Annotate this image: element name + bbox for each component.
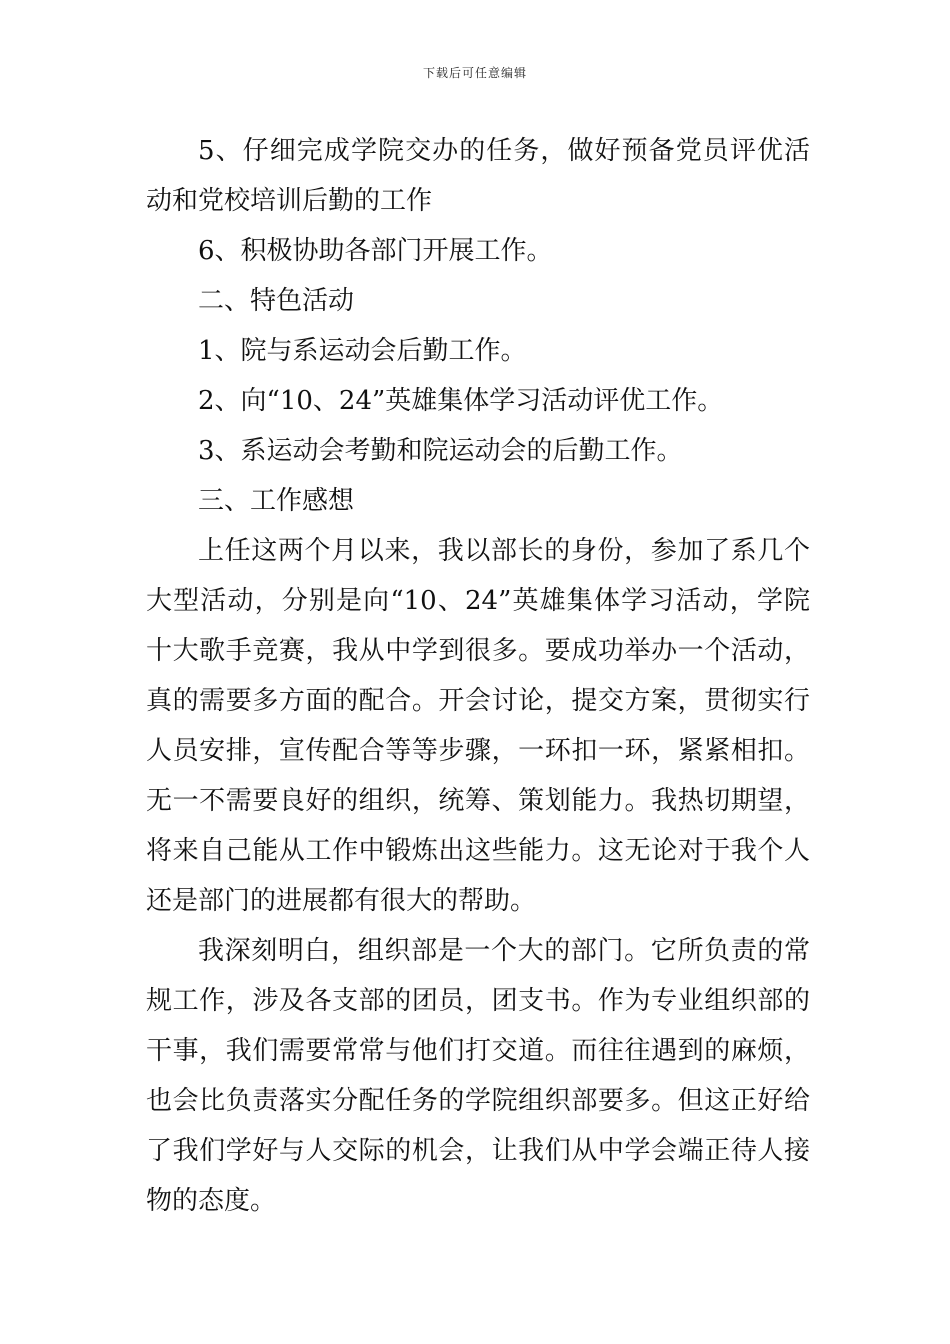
paragraph-activity-2: 2、向“10、24”英雄集体学习活动评优工作。 bbox=[198, 386, 724, 416]
section-heading-reflections: 三、工作感想 bbox=[198, 486, 355, 516]
section-heading-special-activities: 二、特色活动 bbox=[198, 286, 355, 316]
paragraph-reflection-1: 上任这两个月以来，我以部长的身份，参加了系几个大型活动，分别是向“10、24”英雄集体学习活动，学院十大歌手竞赛，我从中学到很多。要成功举办一个活动，真的需要多方面的配合。开会讨论，提交方案，贯彻实行人员安排，宣传配合等等步骤，一环扣一环，紧紧相扣。无一不需要良好的组织，统筹、策划能力。我热切期望，将来自己能从工作中锻炼出这些能力。这无论对于我个人还是部门的进展都有很大的帮助。 bbox=[146, 536, 810, 916]
document-body bbox=[146, 126, 810, 1226]
paragraph-item-5: 5、仔细完成学院交办的任务，做好预备党员评优活动和党校培训后勤的工作 bbox=[146, 136, 810, 216]
paragraph-item-6: 6、积极协助各部门开展工作。 bbox=[198, 236, 553, 266]
page-header-note: 下载后可任意编辑 bbox=[422, 66, 527, 80]
paragraph-activity-3: 3、系运动会考勤和院运动会的后勤工作。 bbox=[198, 436, 683, 466]
paragraph-reflection-2: 我深刻明白，组织部是一个大的部门。它所负责的常规工作，涉及各支部的团员，团支书。作为专业组织部的干事，我们需要常常与他们打交道。而往往遇到的麻烦，也会比负责落实分配任务的学院组织部要多。但这正好给了我们学好与人交际的机会，让我们从中学会端正待人接物的态度。 bbox=[146, 936, 810, 1216]
paragraph-activity-1: 1、院与系运动会后勤工作。 bbox=[198, 336, 527, 366]
